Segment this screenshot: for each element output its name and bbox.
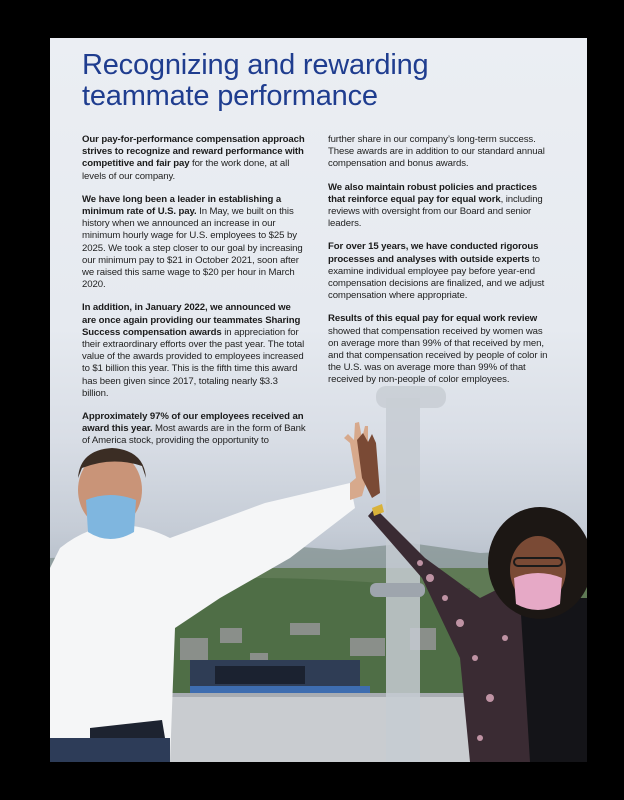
paragraph-body: In May, we built on this history when we announced an increase in our minimum hourly wage for U.S. employees to $25 by 2025. We took a step closer to our goal by increasing our minimum pay to $21 in October 2021, soon after we raised this same wage to $20 per hour in March 2020. xyxy=(82,206,303,291)
paragraph-body: , including reviews with oversight from our Board and senior leaders. xyxy=(328,193,543,230)
paragraph-lead: We also maintain robust policies and practices that reinforce equal pay for equal work xyxy=(328,181,538,205)
page-title: Recognizing and rewarding teammate performance xyxy=(82,49,429,112)
report-page xyxy=(50,38,587,762)
paragraph xyxy=(82,411,306,448)
paragraph-body: further share in our company’s long-term success. These awards are in addition to our standard annual compensation and bonus awards. xyxy=(328,134,545,170)
paragraph xyxy=(328,182,552,231)
paragraph-lead: For over 15 years, we have conducted rigorous processes and analyses with outside experts xyxy=(328,241,539,265)
right-column xyxy=(328,134,552,398)
paragraph-lead: We have long been a leader in establishing a minimum rate of U.S. pay. xyxy=(82,193,282,218)
paragraph xyxy=(328,134,552,171)
paragraph xyxy=(82,134,306,183)
paragraph-body: Most awards are in the form of Bank of America stock, providing the opportunity to xyxy=(82,423,306,447)
paragraph-body: in appreciation for their extraordinary efforts over the past year. The total value of the awards provided to employees increased to $1 billion this year. This is the fifth time this award has been given since 2017, totaling nearly $3.3 billion. xyxy=(82,326,305,399)
paragraph-lead: Approximately 97% of our employees received an award this year. xyxy=(82,411,304,435)
paragraph xyxy=(82,194,306,292)
left-column xyxy=(82,134,306,459)
paragraph xyxy=(328,313,552,386)
paragraph-lead: Results of this equal pay for equal work review xyxy=(328,313,538,325)
paragraph-body: to examine individual employee pay before year-end compensation decisions are finalized, and we adjust compensation where appropriate. xyxy=(328,253,545,302)
paragraph-body: for the work done, at all levels of our company. xyxy=(82,158,290,182)
paragraph-lead: In addition, in January 2022, we announced we are once again providing our teammates Sharing Success compensation awards xyxy=(82,302,301,338)
paragraph xyxy=(82,302,306,400)
paragraph xyxy=(328,241,552,302)
paragraph-body: showed that compensation received by women was on average more than 99% of that received by men, and that compensation received by people of color in the U.S. was on average more than 99% of that received by non-people of color employees. xyxy=(328,325,548,386)
paragraph-lead: Our pay-for-performance compensation approach strives to recognize and reward performance with competitive and fair pay xyxy=(82,134,305,170)
